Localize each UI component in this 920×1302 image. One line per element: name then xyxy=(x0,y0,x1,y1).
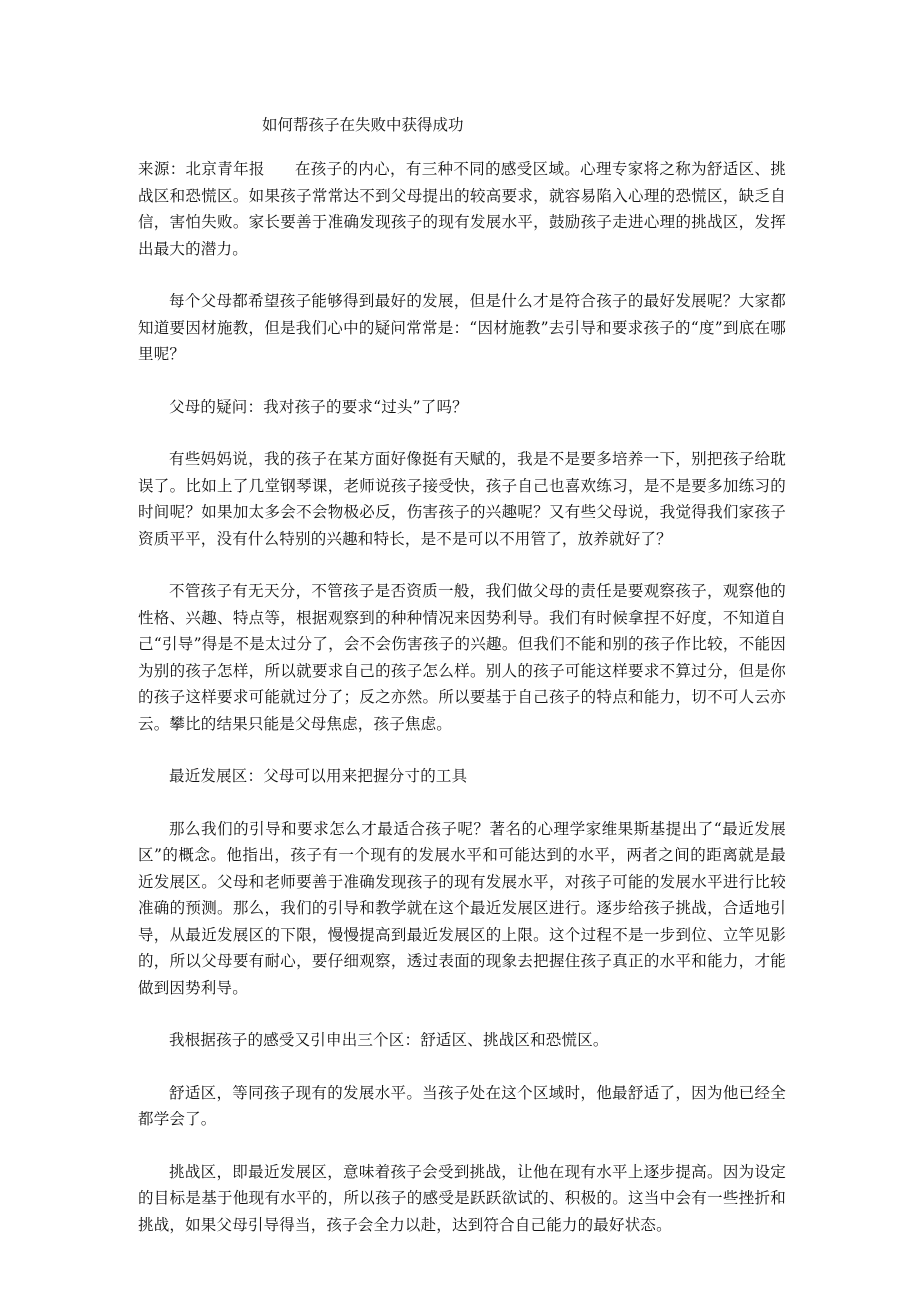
paragraph: 我根据孩子的感受又引申出三个区：舒适区、挑战区和恐慌区。 xyxy=(169,1031,609,1049)
intro-paragraph xyxy=(138,156,786,262)
section-heading-zpd: 最近发展区：父母可以用来把握分寸的工具 xyxy=(169,767,468,785)
paragraph: 每个父母都希望孩子能够得到最好的发展，但是什么才是符合孩子的最好发展呢？大家都知道要因材施教，但是我们心中的疑问常常是：“因材施教”去引导和要求孩子的“度”到底在哪里呢？ xyxy=(138,292,786,363)
document-page xyxy=(138,112,786,1264)
article-title: 如何帮孩子在失败中获得成功 xyxy=(262,116,464,134)
section-heading-parent-question: 父母的疑问：我对孩子的要求“过头”了吗？ xyxy=(169,397,468,416)
paragraph-text: 在孩子的内心，有三种不同的感受区域。心理专家将之称为舒适区、挑战区和恐慌区。如果孩子常常达不到父母提出的较高要求，就容易陷入心理的恐慌区，缺乏自信，害怕失败。家长要善于准确发现孩子的现有发展水平，鼓励孩子走进心理的挑战区，发挥出最大的潜力。 xyxy=(138,160,787,258)
paragraph: 那么我们的引导和要求怎么才最适合孩子呢？著名的心理学家维果斯基提出了“最近发展区”的概念。他指出，孩子有一个现有的发展水平和可能达到的水平，两者之间的距离就是最近发展区。父母和老师要善于准确发现孩子的现有发展水平，对孩子可能的发展水平进行比较准确的预测。那么，我们的引导和教学就在这个最近发展区进行。逐步给孩子挑战，合适地引导，从最近发展区的下限，慢慢提高到最近发展区的上限。这个过程不是一步到位、立竿见影的，所以父母要有耐心，要仔细观察，透过表面的现象去把握住孩子真正的水平和能力，才能做到因势利导。 xyxy=(138,819,786,997)
paragraph-comfort-zone: 舒适区，等同孩子现有的发展水平。当孩子处在这个区域时，他最舒适了，因为他已经全都学会了。 xyxy=(138,1083,786,1128)
source-label: 来源：北京青年报 xyxy=(138,160,265,178)
paragraph: 有些妈妈说，我的孩子在某方面好像挺有天赋的，我是不是要多培养一下，别把孩子给耽误了。比如上了几堂钢琴课，老师说孩子接受快，孩子自己也喜欢练习，是不是要多加练习的时间呢？如果加太多会不会物极必反，伤害孩子的兴趣呢？又有些父母说，我觉得我们家孩子资质平平，没有什么特别的兴趣和特长，是不是可以不用管了，放养就好了？ xyxy=(138,450,786,548)
paragraph-challenge-zone: 挑战区，即最近发展区，意味着孩子会受到挑战，让他在现有水平上逐步提高。因为设定的目标是基于他现有水平的，所以孩子的感受是跃跃欲试的、积极的。这当中会有一些挫折和挑战，如果父母引导得当，孩子会全力以赴，达到符合自己能力的最好状态。 xyxy=(138,1162,786,1234)
paragraph: 不管孩子有无天分，不管孩子是否资质一般，我们做父母的责任是要观察孩子，观察他的性格、兴趣、特点等，根据观察到的种种情况来因势利导。我们有时候拿捏不好度，不知道自己“引导”得是不是太过分了，会不会伤害孩子的兴趣。但我们不能和别的孩子作比较，不能因为别的孩子怎样，所以就要求自己的孩子怎么样。别人的孩子可能这样要求不算过分，但是你的孩子这样要求可能就过分了；反之亦然。所以要基于自己孩子的特点和能力，切不可人云亦云。攀比的结果只能是父母焦虑，孩子焦虑。 xyxy=(138,582,786,733)
